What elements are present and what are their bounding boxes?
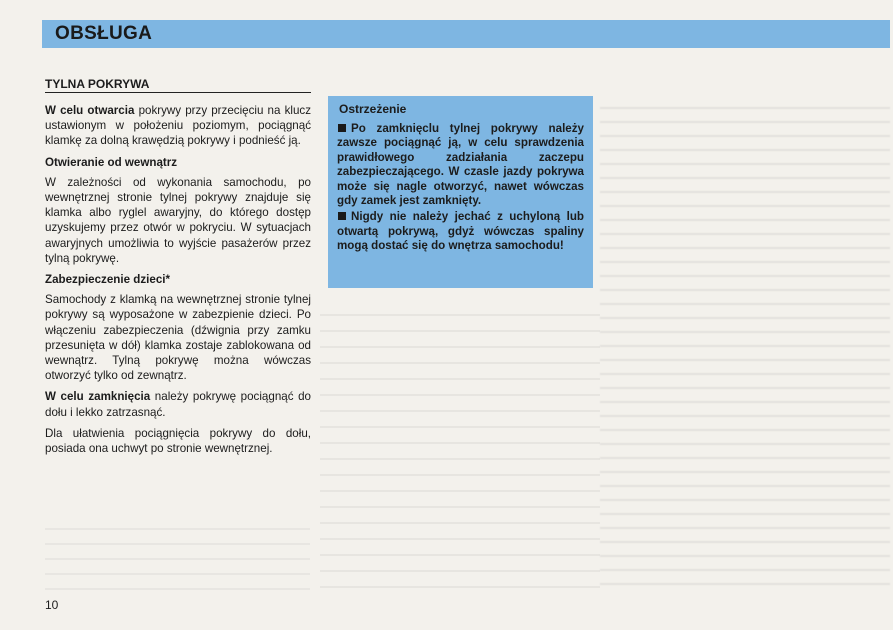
body-text-column xyxy=(45,103,311,462)
warning-item xyxy=(337,122,584,208)
paragraph-inside-opening: W zależności od wykonania samochodu, po wewnętrznej stronie tylnej pokrywy znajduje się klamka albo ryglel awaryjny, do którego dostęp uzyskujemy przez otwór w pokryciu. W sytuacjach awaryjnych umożliwia to wyjście pasażerów przez tylną pokrywę. xyxy=(45,175,311,265)
paragraph-child-safety: Samochody z klamką na wewnętrznej stronie tylnej pokrywy są wyposażone w zabezpienie dzieci. Po włączeniu zabezpieczenia (dźwignia przy zamku przesunięta w dół) klamka zostaje zablokowana od wewnątrz. Tylną pokrywę można wówczas otworzyć tylko od zewnątrz. xyxy=(45,293,311,383)
paragraph-handle: Dla ułatwienia pociągnięcia pokrywy do dołu, posiada ona uchwyt po stronie wewnętrznej. xyxy=(45,426,311,456)
bleed-through-text xyxy=(600,95,890,595)
subheading-inside-opening: Otwieranie od wewnątrz xyxy=(45,155,178,169)
opening-text: pokrywy przy przecięciu na klucz ustawionym w położeniu poziomym, pociągnąć klamkę za dolną krawędzią pokrywy i podnieść ją. xyxy=(45,104,311,148)
section-divider xyxy=(45,92,311,93)
warning-box xyxy=(328,96,593,288)
warning-title: Ostrzeżenie xyxy=(339,102,407,116)
paragraph-closing xyxy=(45,389,311,419)
warning-item xyxy=(337,210,584,253)
bleed-through-text xyxy=(320,300,600,590)
closing-text: należy pokrywę pociągnąć do dołu i lekko zatrzasnąć. xyxy=(45,390,312,419)
square-bullet-icon xyxy=(338,212,346,220)
opening-lead: W celu otwarcia xyxy=(45,104,135,117)
subheading-child-safety: Zabezpieczenie dzieci* xyxy=(45,273,171,287)
section-heading: TYLNA POKRYWA xyxy=(45,77,150,91)
header-bar xyxy=(42,20,890,48)
closing-lead: W celu zamknięcia xyxy=(45,390,151,404)
warning-item-text: Po zamknięclu tylnej pokrywy należy zawsze pociągnąć ją, w celu sprawdzenia prawidłowego zadziałania zaczepu zabezpieczającego. W czasle jazdy pokrywa może się nagle otworzyć, nawet wówczas gdy zamek jest zamknięty. xyxy=(337,122,584,208)
paragraph-opening xyxy=(45,103,311,149)
bleed-through-text xyxy=(45,515,310,590)
page-number: 10 xyxy=(45,598,59,612)
square-bullet-icon xyxy=(338,124,346,132)
warning-item-text: Nigdy nie należy jechać z uchyloną lub otwartą pokrywą, gdyż wówczas spaliny mogą dostać się do wnętrza samochodu! xyxy=(337,210,584,253)
page-title: OBSŁUGA xyxy=(55,23,153,44)
